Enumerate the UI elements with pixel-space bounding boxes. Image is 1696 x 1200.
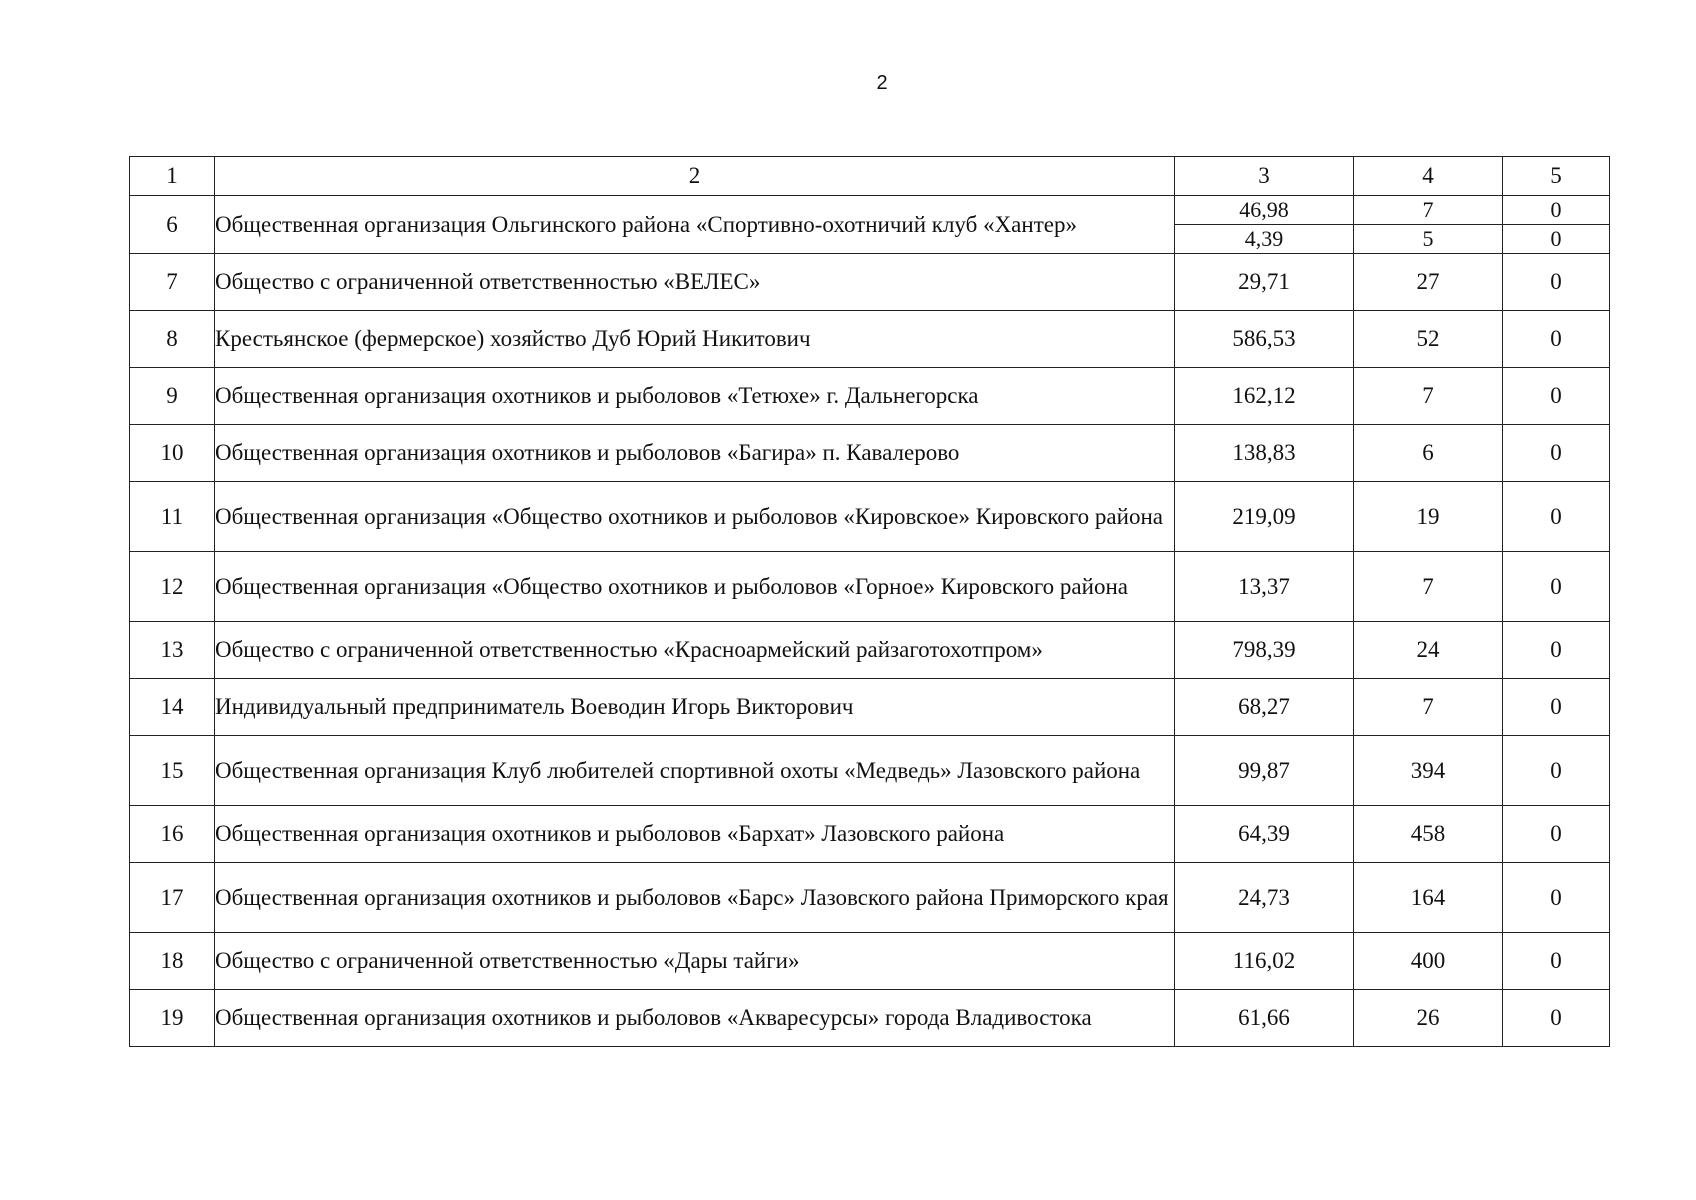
area-value: 162,12	[1175, 368, 1354, 425]
column-header: 2	[215, 157, 1175, 196]
table-row	[130, 482, 1610, 552]
col5-value: 0	[1503, 196, 1610, 225]
table-row	[130, 425, 1610, 482]
row-number: 14	[130, 679, 215, 736]
col5-value: 0	[1503, 482, 1610, 552]
count-value: 24	[1354, 622, 1503, 679]
col5-value: 0	[1503, 622, 1610, 679]
table-row	[130, 196, 1610, 225]
row-number: 10	[130, 425, 215, 482]
area-value: 61,66	[1175, 990, 1354, 1047]
organization-name: Общественная организация Клуб любителей спортивной охоты «Медведь» Лазовского района	[215, 736, 1175, 806]
row-number: 12	[130, 552, 215, 622]
area-value: 138,83	[1175, 425, 1354, 482]
table-row	[130, 736, 1610, 806]
count-value: 7	[1354, 196, 1503, 225]
row-number: 16	[130, 806, 215, 863]
col5-value: 0	[1503, 679, 1610, 736]
row-number: 17	[130, 863, 215, 933]
header-row	[130, 157, 1610, 196]
area-value: 116,02	[1175, 933, 1354, 990]
organization-name: Общественная организация «Общество охотников и рыболовов «Горное» Кировского района	[215, 552, 1175, 622]
column-header: 3	[1175, 157, 1354, 196]
organization-name: Общество с ограниченной ответственностью «Красноармейский райзаготохотпром»	[215, 622, 1175, 679]
organization-name: Общественная организация охотников и рыболовов «Барс» Лазовского района Приморского края	[215, 863, 1175, 933]
row-number: 8	[130, 311, 215, 368]
organization-name: Общественная организация охотников и рыболовов «Акваресурсы» города Владивостока	[215, 990, 1175, 1047]
count-value: 6	[1354, 425, 1503, 482]
row-number: 13	[130, 622, 215, 679]
table-row	[130, 806, 1610, 863]
organization-name: Общественная организация Ольгинского района «Спортивно-охотничий клуб «Хантер»	[215, 196, 1175, 254]
count-value: 458	[1354, 806, 1503, 863]
area-value: 586,53	[1175, 311, 1354, 368]
row-number: 6	[130, 196, 215, 254]
col5-value: 0	[1503, 368, 1610, 425]
col5-value: 0	[1503, 990, 1610, 1047]
count-value: 27	[1354, 254, 1503, 311]
organization-name: Общественная организация «Общество охотников и рыболовов «Кировское» Кировского района	[215, 482, 1175, 552]
area-value: 99,87	[1175, 736, 1354, 806]
page-number: 2	[876, 72, 888, 94]
table-row	[130, 552, 1610, 622]
count-value: 5	[1354, 225, 1503, 254]
organization-name: Общественная организация охотников и рыболовов «Тетюхе» г. Дальнегорска	[215, 368, 1175, 425]
organization-name: Индивидуальный предприниматель Воеводин Игорь Викторович	[215, 679, 1175, 736]
area-value: 29,71	[1175, 254, 1354, 311]
row-number: 19	[130, 990, 215, 1047]
table-row	[130, 990, 1610, 1047]
table-row	[130, 863, 1610, 933]
organization-name: Общественная организация охотников и рыболовов «Багира» п. Кавалерово	[215, 425, 1175, 482]
area-value: 4,39	[1175, 225, 1354, 254]
organization-name: Общественная организация охотников и рыболовов «Бархат» Лазовского района	[215, 806, 1175, 863]
count-value: 7	[1354, 679, 1503, 736]
col5-value: 0	[1503, 736, 1610, 806]
row-number: 7	[130, 254, 215, 311]
count-value: 164	[1354, 863, 1503, 933]
column-header: 1	[130, 157, 215, 196]
organization-name: Общество с ограниченной ответственностью «ВЕЛЕС»	[215, 254, 1175, 311]
table-row	[130, 254, 1610, 311]
col5-value: 0	[1503, 863, 1610, 933]
col5-value: 0	[1503, 254, 1610, 311]
row-number: 9	[130, 368, 215, 425]
area-value: 24,73	[1175, 863, 1354, 933]
row-number: 11	[130, 482, 215, 552]
count-value: 26	[1354, 990, 1503, 1047]
area-value: 798,39	[1175, 622, 1354, 679]
area-value: 64,39	[1175, 806, 1354, 863]
count-value: 19	[1354, 482, 1503, 552]
table-row	[130, 933, 1610, 990]
area-value: 68,27	[1175, 679, 1354, 736]
organization-name: Общество с ограниченной ответственностью «Дары тайги»	[215, 933, 1175, 990]
row-number: 18	[130, 933, 215, 990]
count-value: 400	[1354, 933, 1503, 990]
col5-value: 0	[1503, 425, 1610, 482]
register-table	[129, 156, 1610, 1047]
col5-value: 0	[1503, 311, 1610, 368]
col5-value: 0	[1503, 806, 1610, 863]
count-value: 7	[1354, 552, 1503, 622]
count-value: 7	[1354, 368, 1503, 425]
organization-name: Крестьянское (фермерское) хозяйство Дуб Юрий Никитович	[215, 311, 1175, 368]
table-row	[130, 679, 1610, 736]
table-row	[130, 311, 1610, 368]
row-number: 15	[130, 736, 215, 806]
table-row	[130, 622, 1610, 679]
col5-value: 0	[1503, 225, 1610, 254]
column-header: 5	[1503, 157, 1610, 196]
area-value: 13,37	[1175, 552, 1354, 622]
column-header: 4	[1354, 157, 1503, 196]
col5-value: 0	[1503, 552, 1610, 622]
col5-value: 0	[1503, 933, 1610, 990]
table-row	[130, 368, 1610, 425]
count-value: 394	[1354, 736, 1503, 806]
area-value: 219,09	[1175, 482, 1354, 552]
area-value: 46,98	[1175, 196, 1354, 225]
count-value: 52	[1354, 311, 1503, 368]
